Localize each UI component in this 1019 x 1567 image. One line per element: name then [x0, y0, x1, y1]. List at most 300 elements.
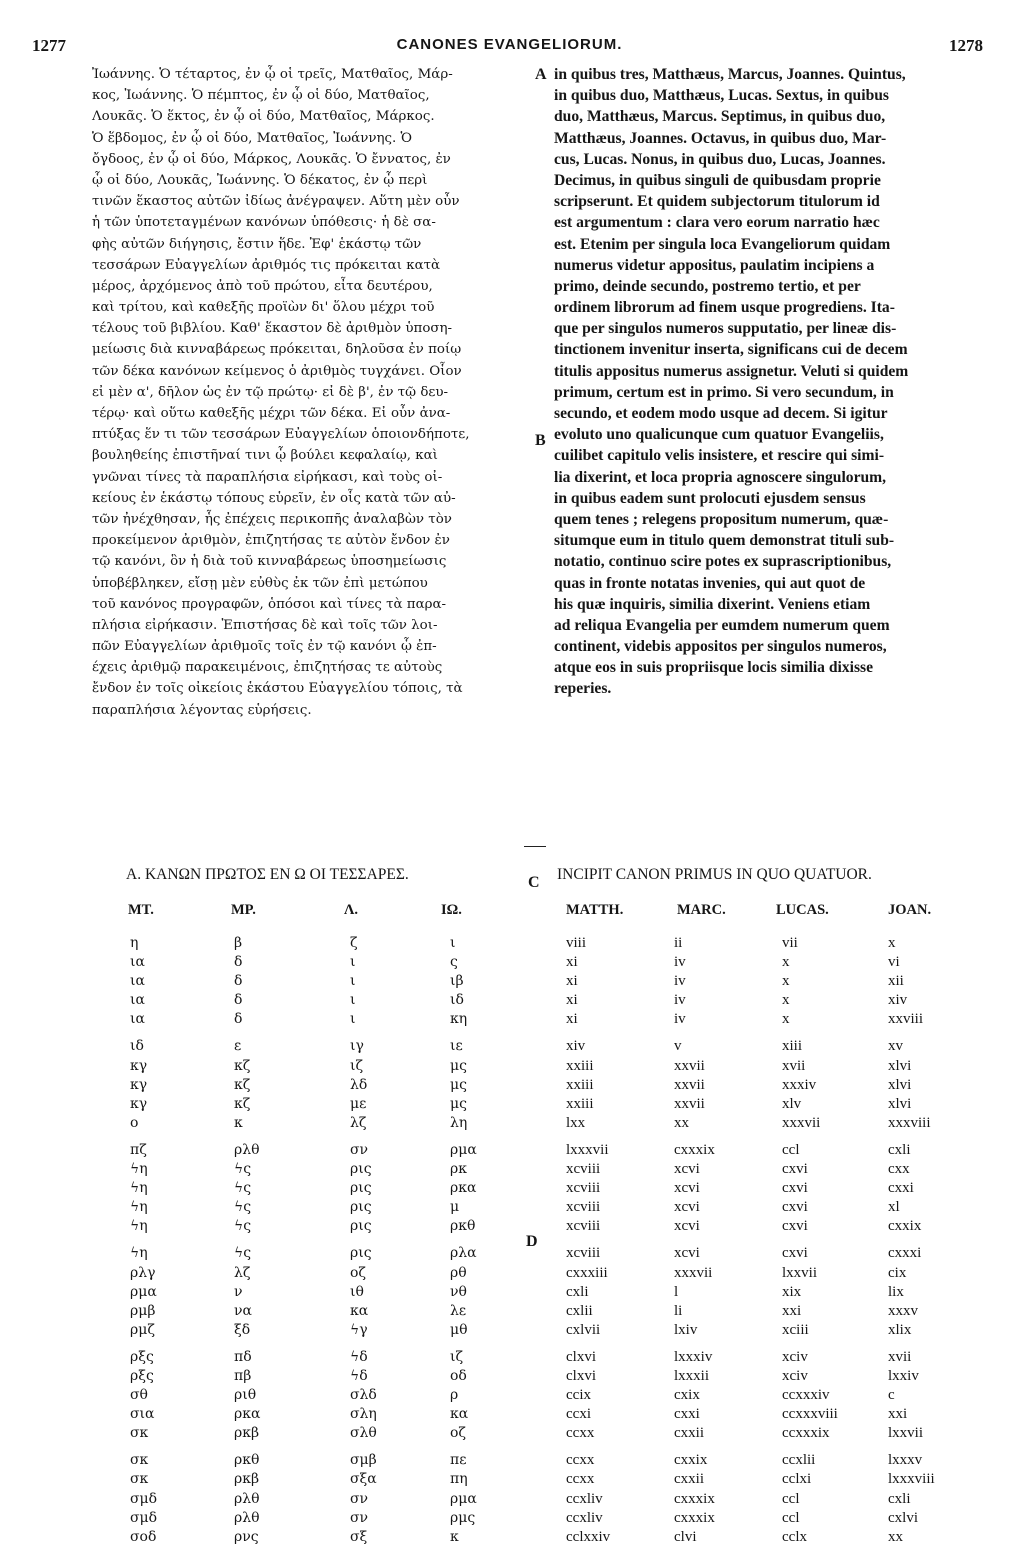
latin-cell-luke: xlv: [782, 1095, 802, 1112]
greek-cell-mark: ρλθ: [234, 1141, 260, 1158]
greek-cell-luke: ρις: [350, 1161, 372, 1178]
latin-text-line: lia dixerint, et loca propria agnoscere singulorum,: [554, 468, 887, 486]
greek-cell-matthew: πζ: [130, 1141, 147, 1158]
latin-cell-john: cxxxi: [888, 1245, 922, 1262]
greek-cell-luke: με: [350, 1095, 367, 1112]
greek-cell-john: μθ: [450, 1321, 468, 1338]
column-header-mr: ΜΡ.: [231, 902, 256, 918]
latin-cell-mark: lxxxiv: [674, 1348, 713, 1365]
canon-row: [0, 1470, 1019, 1489]
latin-cell-john: xxxviii: [888, 1114, 931, 1131]
greek-cell-mark: ρκθ: [234, 1452, 260, 1469]
greek-text-line: παραπλήσια λέγοντας εὑρήσεις.: [92, 702, 312, 718]
latin-text-line: secundo, et eodem modo usque ad decem. Si igitur: [554, 405, 888, 422]
greek-cell-luke: σν: [350, 1490, 369, 1507]
greek-cell-john: κη: [450, 1011, 468, 1028]
latin-cell-luke: cxvi: [782, 1199, 808, 1216]
greek-cell-matthew: ρμβ: [130, 1302, 156, 1319]
latin-text-line: Matthæus, Joannes. Octavus, in quibus duo, Mar-: [554, 129, 887, 147]
latin-cell-mark: xcvi: [674, 1161, 700, 1178]
canon-row: [0, 1348, 1019, 1367]
latin-cell-luke: xiii: [782, 1038, 803, 1055]
latin-text-line: Decimus, in quibus singuli de quibusdam proprie: [554, 171, 881, 189]
greek-text-line: καὶ τρίτου, καὶ καθεξῆς προϊὼν δι' ὅλου μέχρι τοῦ: [92, 300, 435, 316]
latin-text-line: duo, Matthæus, Marcus. Septimus, in quibus duo,: [554, 108, 886, 126]
latin-cell-john: xlix: [888, 1321, 912, 1338]
latin-text-line: primum, certum est in primo. Si vero secundum, in: [554, 383, 894, 401]
latin-cell-matthew: xcviii: [566, 1180, 601, 1197]
greek-cell-luke: ιθ: [350, 1283, 364, 1300]
greek-text-line: βουληθείης ἐπιστῆναί τινι ᾧ βούλει κεφαλαίῳ, καὶ: [92, 448, 438, 464]
margin-mark-c: C: [528, 874, 540, 891]
greek-cell-john: ρ: [450, 1387, 459, 1404]
greek-cell-luke: ιγ: [350, 1038, 364, 1055]
latin-cell-matthew: lxx: [566, 1114, 586, 1131]
greek-cell-matthew: κγ: [130, 1095, 148, 1112]
greek-cell-mark: κζ: [234, 1057, 251, 1074]
latin-cell-matthew: ccxx: [566, 1425, 595, 1442]
latin-text-line: ad reliqua Evangelia per eumdem numerum quem: [554, 616, 890, 634]
greek-cell-john: ρκ: [450, 1161, 467, 1178]
greek-cell-mark: ϟς: [234, 1199, 252, 1216]
greek-cell-mark: κ: [234, 1114, 243, 1131]
latin-cell-john: cxlvi: [888, 1509, 918, 1526]
latin-cell-mark: l: [674, 1283, 679, 1300]
latin-cell-luke: cclxi: [782, 1471, 812, 1488]
latin-cell-matthew: xxiii: [566, 1076, 594, 1093]
latin-text-line: numerus videtur appositus, paulatim incipiens a: [554, 256, 875, 274]
canon-row-group: [0, 1141, 1019, 1236]
latin-cell-mark: xxvii: [674, 1076, 705, 1093]
latin-cell-luke: cxvi: [782, 1180, 808, 1197]
greek-cell-luke: ι: [350, 973, 356, 990]
latin-cell-luke: ccxxxiv: [782, 1387, 830, 1404]
greek-text-line: γνῶναι τίνες τὰ παραπλήσια εἰρήκασι, καὶ τοὺς οἰ-: [92, 469, 443, 485]
greek-cell-luke: ρις: [350, 1199, 372, 1216]
running-title: CANONES EVANGELIORUM.: [396, 36, 623, 53]
greek-cell-john: ρκα: [450, 1180, 477, 1197]
latin-cell-luke: xciv: [782, 1348, 808, 1365]
greek-cell-john: μς: [450, 1057, 467, 1074]
column-header-marc: MARC.: [677, 902, 726, 918]
greek-cell-john: λε: [450, 1302, 467, 1319]
greek-cell-john: πε: [450, 1452, 467, 1469]
greek-cell-matthew: σκ: [130, 1425, 149, 1442]
latin-cell-mark: xxvii: [674, 1095, 705, 1112]
greek-cell-matthew: ια: [130, 992, 145, 1009]
greek-cell-mark: δ: [234, 954, 243, 971]
latin-cell-mark: cxxii: [674, 1425, 704, 1442]
canon-row: [0, 1528, 1019, 1547]
latin-text-line: tinctionem invenitur inserta, significans cui de decem: [554, 341, 908, 359]
canon-row: [0, 1509, 1019, 1528]
greek-cell-john: ρμς: [450, 1509, 476, 1526]
canon-row: [0, 1114, 1019, 1133]
greek-cell-mark: ϟς: [234, 1161, 252, 1178]
latin-cell-luke: x: [782, 954, 790, 971]
greek-cell-matthew: σθ: [130, 1387, 148, 1404]
latin-cell-john: xlvi: [888, 1076, 912, 1093]
latin-cell-matthew: ccxliv: [566, 1509, 603, 1526]
margin-mark-d: D: [526, 1233, 538, 1250]
latin-cell-mark: li: [674, 1302, 683, 1319]
greek-cell-john: μς: [450, 1076, 467, 1093]
latin-cell-mark: v: [674, 1038, 682, 1055]
greek-text-line: τέρῳ· καὶ οὕτω καθεξῆς μέχρι τῶν δέκα. Εἰ οὖν ἀνα-: [92, 406, 451, 421]
canon-row-group: [0, 1244, 1019, 1339]
column-header-lucas: LUCAS.: [776, 902, 829, 918]
greek-cell-matthew: σμδ: [130, 1490, 158, 1507]
greek-cell-luke: σλη: [350, 1406, 377, 1423]
latin-cell-john: cxx: [888, 1161, 910, 1178]
greek-text-line: τῶν ἠνέχθησαν, ἧς ἐπέχεις περικοπῆς ἀναλαβὼν τὸν: [92, 511, 452, 527]
canon-row: [0, 1264, 1019, 1283]
greek-text-line: Λουκᾶς. Ὁ ἕκτος, ἐν ᾧ οἱ δύο, Ματθαῖος, Μάρκος.: [92, 109, 435, 125]
greek-text-line: ἡ τῶν ὑποτεταγμένων κανόνων ὑπόθεσις· ἡ δὲ σα-: [92, 215, 436, 231]
greek-text-line: πλήσια εἰρήκασιν. Ἐπιστήσας δὲ καὶ τοῖς τῶν λοι-: [92, 617, 438, 633]
latin-cell-matthew: ccxi: [566, 1406, 591, 1423]
greek-cell-mark: κζ: [234, 1095, 251, 1112]
canon-title-latin: INCIPIT CANON PRIMUS IN QUO QUATUOR.: [557, 866, 872, 883]
latin-text-line: reperies.: [554, 680, 612, 698]
greek-cell-matthew: ϟη: [130, 1218, 148, 1235]
greek-cell-john: ρθ: [450, 1264, 467, 1281]
latin-text-line: ordinem librorum ad finem usque progrediens. Ita-: [554, 299, 895, 317]
greek-cell-mark: ρνς: [234, 1528, 259, 1545]
greek-cell-mark: πβ: [234, 1367, 252, 1384]
greek-text-line: τεσσάρων Εὐαγγελίων ἀριθμός τις πρόκειται κατὰ: [92, 257, 441, 273]
page-number-left: 1277: [32, 36, 66, 55]
greek-cell-john: ιζ: [450, 1348, 464, 1365]
canon-row: [0, 1095, 1019, 1114]
latin-cell-mark: iv: [674, 954, 686, 971]
canon-table: [0, 934, 1019, 1547]
canon-row: [0, 1076, 1019, 1095]
greek-cell-mark: ρκα: [234, 1406, 261, 1423]
latin-cell-john: vi: [888, 954, 900, 971]
latin-cell-mark: xxvii: [674, 1057, 705, 1074]
greek-cell-john: μ: [450, 1199, 460, 1216]
latin-cell-john: lxxxviii: [888, 1471, 935, 1488]
column-header-matth: MATTH.: [566, 902, 624, 918]
greek-text-line: κος, Ἰωάννης. Ὁ πέμπτος, ἐν ᾧ οἱ δύο, Ματθαῖος,: [92, 88, 430, 104]
latin-cell-matthew: ccxx: [566, 1452, 595, 1469]
latin-cell-luke: cxvi: [782, 1218, 808, 1235]
latin-text-line: que per singulos numeros supputatio, per lineæ dis-: [554, 320, 897, 338]
greek-cell-mark: ξδ: [234, 1321, 251, 1338]
greek-cell-john: πη: [450, 1471, 468, 1488]
latin-cell-luke: ccxxxviii: [782, 1406, 838, 1423]
latin-cell-john: cxli: [888, 1141, 911, 1158]
greek-cell-luke: ϟγ: [350, 1321, 368, 1338]
greek-cell-john: ι: [450, 935, 456, 951]
canon-row: [0, 1010, 1019, 1029]
canon-row: [0, 1057, 1019, 1076]
latin-cell-luke: x: [782, 973, 790, 990]
latin-cell-matthew: xxiii: [566, 1095, 594, 1112]
greek-cell-luke: ι: [350, 1011, 356, 1028]
latin-cell-john: lxxxv: [888, 1452, 923, 1469]
latin-text-line: atque eos in suis propriisque locis similia dixisse: [554, 659, 874, 677]
latin-cell-matthew: xiv: [566, 1038, 586, 1055]
latin-cell-matthew: clxvi: [566, 1367, 596, 1384]
latin-cell-mark: cxxxix: [674, 1509, 715, 1526]
greek-text-line: μέρος, ἀρχόμενος ἀπὸ τοῦ πρώτου, εἶτα δευτέρου,: [92, 278, 433, 294]
greek-text-column: [92, 64, 524, 721]
latin-text-line: quas in fronte notatas invenies, qui aut quot de: [554, 574, 866, 592]
latin-cell-mark: lxiv: [674, 1321, 698, 1338]
canon-row: [0, 1179, 1019, 1198]
canon-row-group: [0, 1348, 1019, 1443]
latin-cell-matthew: viii: [566, 935, 587, 951]
greek-text-line: πῶν Εὐαγγελίων ἀριθμοῖς τοῖς ἐν τῷ κανόνι ᾧ ἐπ-: [92, 639, 437, 655]
greek-cell-mark: ϟς: [234, 1180, 252, 1197]
greek-text-line: τῶν δέκα κανόνων κείμενος ὁ ἀριθμὸς τυγχάνει. Οἷον: [92, 363, 462, 379]
latin-cell-luke: ccl: [782, 1509, 800, 1526]
greek-cell-mark: ριθ: [234, 1387, 257, 1404]
greek-cell-luke: κα: [350, 1302, 369, 1319]
greek-text-line: Ὁ ἕβδομος, ἐν ᾧ οἱ δύο, Ματθαῖος, Ἰωάννης. Ὁ: [92, 130, 413, 146]
greek-cell-john: ρμα: [450, 1490, 477, 1507]
latin-cell-mark: xcvi: [674, 1245, 700, 1262]
canon-row-group: [0, 1451, 1019, 1546]
running-header: [0, 36, 1019, 60]
latin-cell-mark: ii: [674, 935, 683, 951]
canon-row: [0, 1321, 1019, 1340]
latin-cell-matthew: cxli: [566, 1283, 589, 1300]
greek-cell-mark: κζ: [234, 1076, 251, 1093]
latin-text-line: cuilibet capitulo velis insistere, et rescire qui simi-: [554, 447, 885, 465]
greek-cell-john: ς: [450, 954, 458, 971]
greek-text-line: Ἰωάννης. Ὁ τέταρτος, ἐν ᾧ οἱ τρεῖς, Ματθαῖος, Μάρ-: [92, 67, 453, 82]
greek-text-line: κείους ἐν ἑκάστῳ τόπους εὑρεῖν, ἐν οἷς κατὰ τῶν αὐ-: [92, 490, 456, 506]
column-header-joan: JOAN.: [888, 902, 932, 918]
latin-cell-john: lix: [888, 1283, 904, 1300]
canon-row: [0, 1424, 1019, 1443]
latin-cell-matthew: xcviii: [566, 1245, 601, 1262]
latin-cell-mark: cxxi: [674, 1406, 700, 1423]
latin-cell-mark: xcvi: [674, 1180, 700, 1197]
latin-cell-matthew: clxvi: [566, 1348, 596, 1365]
latin-cell-john: xxviii: [888, 1011, 924, 1028]
greek-text-line: ᾧ οἱ δύο, Λουκᾶς, Ἰωάννης. Ὁ δέκατος, ἐν ᾧ περὶ: [92, 172, 428, 188]
latin-cell-mark: iv: [674, 1011, 686, 1028]
canon-row: [0, 1217, 1019, 1236]
canon-row: [0, 991, 1019, 1010]
greek-cell-matthew: ια: [130, 973, 145, 990]
latin-cell-mark: lxxxii: [674, 1367, 710, 1384]
greek-cell-mark: δ: [234, 1011, 243, 1028]
latin-cell-mark: iv: [674, 973, 686, 990]
latin-text-line: quem tenes ; relegens propositum numerum, quæ-: [554, 510, 889, 528]
latin-cell-luke: ccl: [782, 1490, 800, 1507]
latin-text-line: in quibus eadem sunt prolocuti ejusdem sensus: [554, 489, 866, 507]
canon-row: [0, 953, 1019, 972]
greek-cell-luke: ρις: [350, 1245, 372, 1262]
latin-cell-matthew: xi: [566, 1011, 578, 1028]
latin-cell-matthew: cxlvii: [566, 1321, 601, 1338]
latin-cell-matthew: xxiii: [566, 1057, 594, 1074]
latin-text-line: situmque eum in titulo quem demonstrat tituli sub-: [554, 532, 895, 550]
latin-cell-matthew: xcviii: [566, 1161, 601, 1178]
greek-text-line: τινῶν ἕκαστος αὐτῶν ἰδίως ἀνέγραψεν. Αὕτη μὲν οὖν: [92, 194, 460, 210]
latin-cell-luke: cxvi: [782, 1245, 808, 1262]
canon-row: [0, 1405, 1019, 1424]
greek-cell-matthew: ϟη: [130, 1199, 148, 1216]
canon-row: [0, 1451, 1019, 1470]
greek-cell-matthew: κγ: [130, 1076, 148, 1093]
greek-cell-john: λη: [450, 1114, 468, 1131]
greek-cell-john: ρκθ: [450, 1218, 476, 1235]
latin-cell-luke: xciii: [782, 1321, 809, 1338]
latin-cell-matthew: cclxxiv: [566, 1528, 611, 1545]
greek-cell-john: οδ: [450, 1367, 467, 1384]
canon-row-group: [0, 934, 1019, 1029]
greek-cell-john: οζ: [450, 1425, 467, 1442]
latin-cell-matthew: xi: [566, 992, 578, 1009]
latin-cell-john: c: [888, 1387, 895, 1404]
latin-cell-luke: xxxvii: [782, 1114, 821, 1131]
latin-cell-luke: xciv: [782, 1367, 808, 1384]
latin-text-column: [554, 64, 984, 700]
latin-text-line: his quæ inquiris, similia dixerint. Veniens etiam: [554, 595, 871, 613]
greek-cell-john: μς: [450, 1095, 467, 1112]
latin-cell-luke: xvii: [782, 1057, 806, 1074]
latin-cell-john: cxxix: [888, 1218, 922, 1235]
latin-cell-john: xv: [888, 1038, 903, 1055]
greek-cell-luke: ρις: [350, 1218, 372, 1235]
canon-row: [0, 1141, 1019, 1160]
greek-cell-mark: λζ: [234, 1264, 251, 1281]
greek-cell-matthew: ρλγ: [130, 1264, 156, 1281]
latin-cell-mark: clvi: [674, 1528, 697, 1545]
latin-cell-luke: cclx: [782, 1528, 807, 1545]
latin-cell-luke: xxi: [782, 1302, 802, 1319]
latin-text-line: in quibus duo, Matthæus, Lucas. Sextus, in quibus: [554, 87, 889, 105]
greek-cell-john: ιε: [450, 1038, 463, 1055]
latin-cell-luke: lxxvii: [782, 1264, 818, 1281]
greek-cell-mark: β: [234, 935, 243, 951]
latin-cell-mark: xx: [674, 1114, 689, 1131]
greek-cell-mark: ϟς: [234, 1245, 252, 1262]
latin-cell-john: xlvi: [888, 1057, 912, 1074]
latin-cell-luke: x: [782, 1011, 790, 1028]
latin-cell-john: lxxiv: [888, 1367, 919, 1384]
latin-cell-matthew: ccix: [566, 1387, 591, 1404]
canon-row: [0, 1160, 1019, 1179]
greek-cell-luke: σλθ: [350, 1425, 377, 1442]
greek-text-line: ἔνδον ἐν τοῖς οἰκείοις ἑκάστου Εὐαγγελίου τόποις, τὰ: [92, 681, 463, 697]
greek-cell-john: ρμα: [450, 1141, 477, 1158]
latin-cell-mark: xxxvii: [674, 1264, 713, 1281]
latin-cell-luke: vii: [782, 935, 798, 951]
greek-cell-luke: οζ: [350, 1264, 367, 1281]
greek-cell-matthew: σκ: [130, 1471, 149, 1488]
greek-text-line: τῷ κανόνι, ὃν ἡ διὰ τοῦ κινναβάρεως ὑποσημείωσις: [92, 554, 447, 570]
latin-cell-mark: cxxix: [674, 1452, 708, 1469]
greek-cell-matthew: ρμα: [130, 1283, 157, 1300]
latin-cell-john: lxxvii: [888, 1425, 924, 1442]
column-header-io: ΙΩ.: [441, 902, 462, 918]
latin-cell-john: xxxv: [888, 1302, 918, 1319]
greek-cell-matthew: ϟη: [130, 1161, 148, 1178]
greek-text-line: τοῦ κανόνος προγραφῶν, ὁπόσοι καὶ τίνες τὰ παρα-: [92, 596, 447, 612]
greek-cell-matthew: ϟη: [130, 1180, 148, 1197]
canon-row: [0, 1037, 1019, 1056]
greek-cell-john: ιδ: [450, 992, 464, 1009]
latin-cell-matthew: xcviii: [566, 1199, 601, 1216]
greek-text-line: πτύξας ἕν τι τῶν τεσσάρων Εὐαγγελίων ὁποιονδήποτε,: [92, 427, 470, 443]
greek-cell-luke: σξ: [350, 1528, 368, 1545]
latin-cell-john: cix: [888, 1264, 907, 1281]
greek-cell-matthew: ο: [130, 1114, 139, 1131]
greek-cell-matthew: ρξς: [130, 1367, 154, 1384]
canon-row: [0, 1490, 1019, 1509]
latin-text-line: titulis appositus numerus assignetur. Veluti si quidem: [554, 362, 909, 380]
greek-cell-luke: ρις: [350, 1180, 372, 1197]
greek-cell-matthew: η: [130, 935, 139, 951]
latin-cell-luke: ccxlii: [782, 1452, 816, 1469]
greek-cell-mark: δ: [234, 992, 243, 1009]
greek-text-line: εἰ μὲν α', δῆλον ὡς ἐν τῷ πρώτῳ· εἰ δὲ β', ἐν τῷ δευ-: [92, 384, 448, 400]
greek-text-line: φὴς αὐτῶν διήγησις, ἔστιν ἥδε. Ἐφ' ἑκάστῳ τῶν: [92, 236, 422, 252]
greek-cell-luke: σξα: [350, 1471, 377, 1488]
latin-text-line: cus, Lucas. Nonus, in quibus duo, Lucas, Joannes.: [554, 150, 886, 168]
latin-cell-john: cxli: [888, 1490, 911, 1507]
greek-cell-john: κ: [450, 1528, 459, 1545]
latin-cell-luke: xix: [782, 1283, 802, 1300]
latin-cell-john: x: [888, 935, 896, 951]
greek-cell-matthew: ια: [130, 954, 145, 971]
section-divider: [524, 846, 546, 847]
latin-cell-matthew: xi: [566, 973, 578, 990]
greek-cell-mark: να: [234, 1302, 252, 1319]
canon-row-group: [0, 1037, 1019, 1132]
greek-cell-john: νθ: [450, 1283, 467, 1300]
latin-cell-john: xiv: [888, 992, 908, 1009]
greek-cell-mark: ρλθ: [234, 1490, 260, 1507]
latin-text-line: est argumentum : clara vero eorum narratio hæc: [554, 214, 880, 232]
greek-cell-luke: σν: [350, 1141, 369, 1158]
greek-cell-luke: λζ: [350, 1114, 367, 1131]
canon-row: [0, 1367, 1019, 1386]
latin-cell-john: xxi: [888, 1406, 908, 1423]
margin-mark-b: B: [535, 432, 546, 449]
greek-cell-luke: ι: [350, 954, 356, 971]
latin-cell-mark: cxix: [674, 1387, 700, 1404]
latin-cell-john: xvii: [888, 1348, 912, 1365]
latin-cell-john: xl: [888, 1199, 900, 1216]
greek-cell-matthew: ια: [130, 1011, 145, 1028]
greek-cell-mark: ε: [234, 1038, 242, 1055]
greek-cell-luke: ϟδ: [350, 1348, 368, 1365]
latin-cell-mark: iv: [674, 992, 686, 1009]
latin-cell-mark: xcvi: [674, 1199, 700, 1216]
latin-cell-matthew: lxxxvii: [566, 1141, 609, 1158]
latin-text-line: primo, deinde secundo, postremo tertio, et per: [554, 277, 861, 295]
margin-mark-a: A: [535, 66, 547, 83]
greek-cell-john: ρλα: [450, 1245, 477, 1262]
greek-cell-luke: σλδ: [350, 1387, 377, 1404]
greek-cell-matthew: σια: [130, 1406, 155, 1423]
latin-text-line: est. Etenim per singula loca Evangeliorum quidam: [554, 235, 891, 253]
column-header-mt: ΜΤ.: [128, 902, 154, 918]
latin-cell-luke: x: [782, 992, 790, 1009]
page-number-right: 1278: [949, 36, 983, 55]
greek-cell-luke: ιζ: [350, 1057, 364, 1074]
latin-cell-luke: xxxiv: [782, 1076, 817, 1093]
greek-text-line: τέλους τοῦ βιβλίου. Καθ' ἕκαστον δὲ ἀριθμὸν ὑποση-: [92, 321, 453, 337]
